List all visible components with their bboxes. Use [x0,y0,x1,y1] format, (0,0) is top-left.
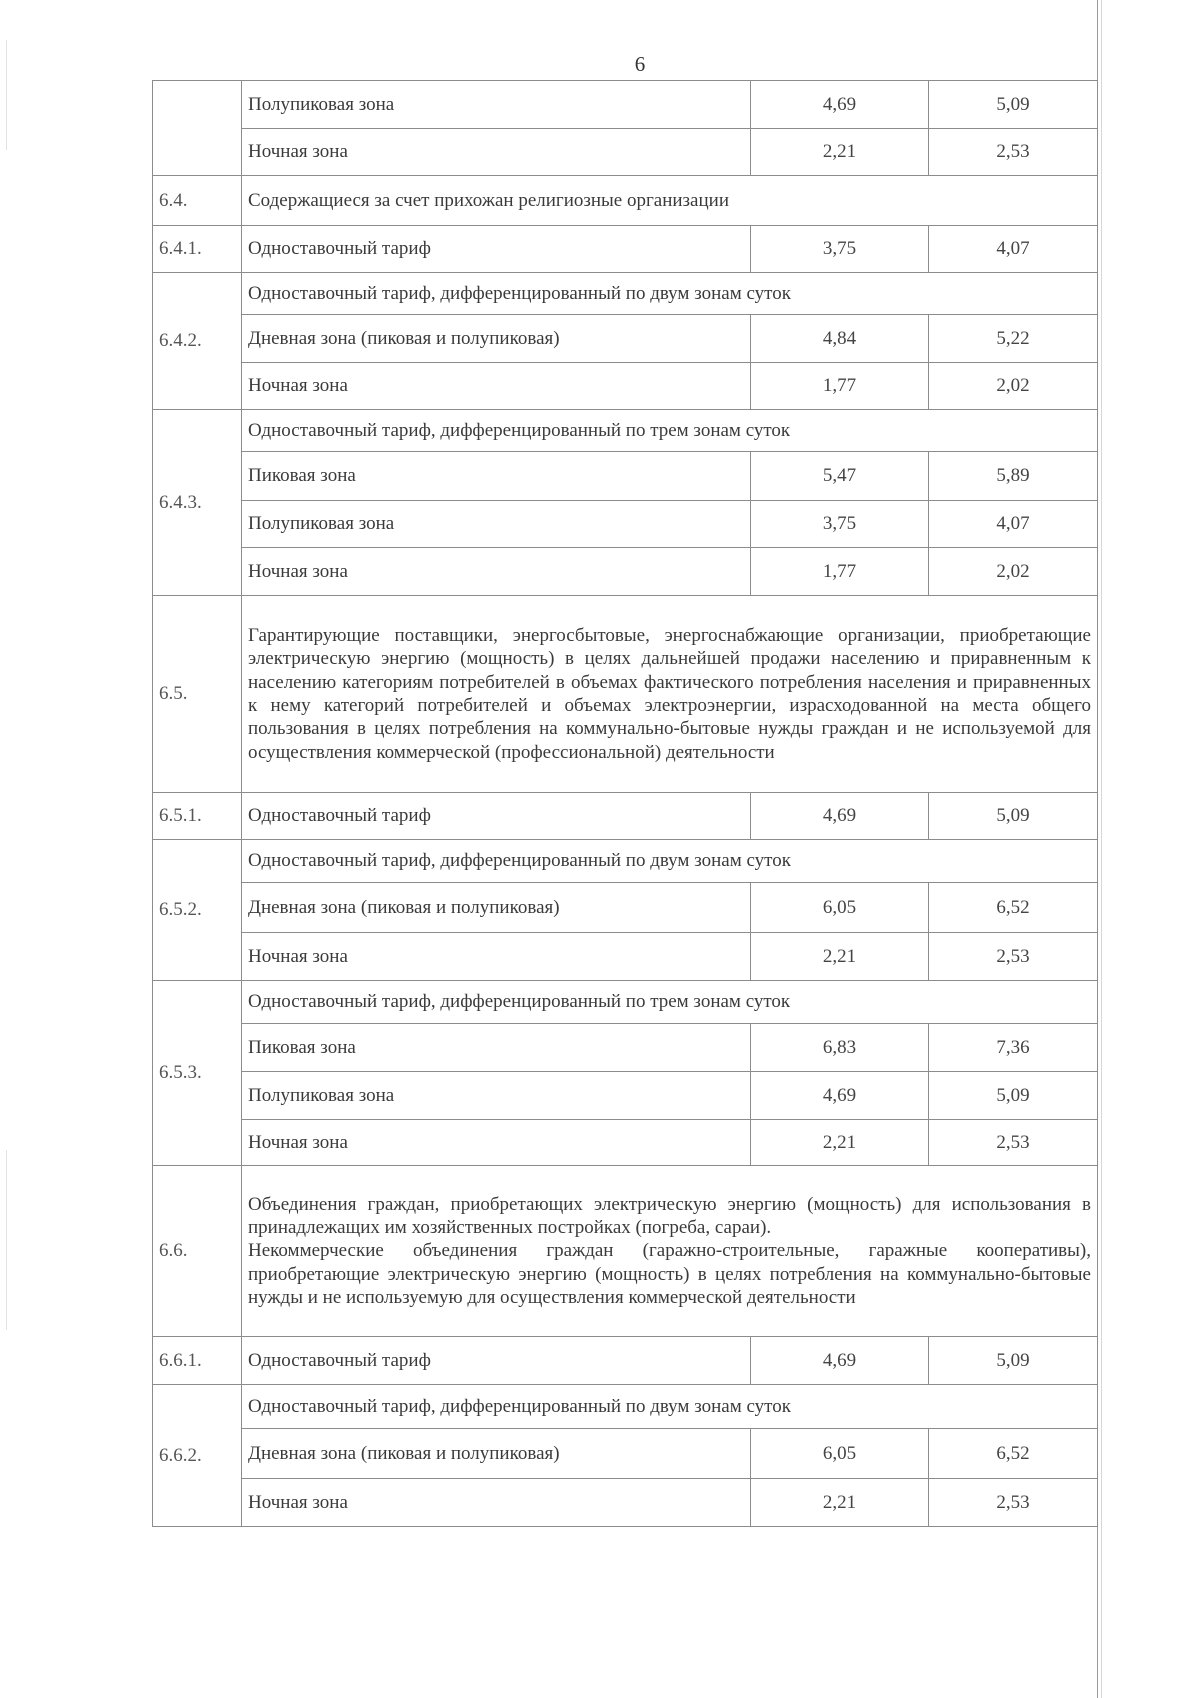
tariff-value-1: 2,21 [751,933,929,981]
tariff-value-2: 2,02 [929,548,1098,596]
tariff-value-2: 5,09 [929,793,1098,840]
description-paragraph: Некоммерческие объединения граждан (гаражно-строительные, гаражные кооперативы), приобретающие электрическую энергию (мощность) в целях потребления на коммунально-бытовые нужды и не используемую для осуществления коммерческой деятельности [248,1240,1091,1309]
row-number: 6.6. [153,1166,242,1337]
tariff-value-1: 1,77 [751,548,929,596]
row-number: 6.4.3. [153,410,242,596]
scan-right-edge-shadow [1101,0,1102,1698]
tariff-label: Дневная зона (пиковая и полупиковая) [242,315,751,363]
tariff-label: Ночная зона [242,363,751,410]
row-number: 6.5.1. [153,793,242,840]
tariff-value-2: 6,52 [929,883,1098,933]
table-row [153,1429,1098,1479]
tariff-label: Ночная зона [242,129,751,176]
tariff-label: Пиковая зона [242,1024,751,1072]
tariff-value-1: 3,75 [751,501,929,548]
tariff-label: Ночная зона [242,1479,751,1527]
table-row [153,315,1098,363]
row-number: 6.6.2. [153,1385,242,1527]
tariff-label: Дневная зона (пиковая и полупиковая) [242,1429,751,1479]
tariff-value-2: 7,36 [929,1024,1098,1072]
tariff-value-2: 5,89 [929,452,1098,501]
tariff-value-1: 6,83 [751,1024,929,1072]
tariff-value-2: 5,09 [929,1072,1098,1120]
table-row [153,548,1098,596]
tariff-label: Дневная зона (пиковая и полупиковая) [242,883,751,933]
tariff-value-2: 6,52 [929,1429,1098,1479]
table-row [153,129,1098,176]
table-row [153,1479,1098,1527]
page-number: 6 [634,52,646,76]
row-number: 6.4.1. [153,226,242,273]
tariff-label: Полупиковая зона [242,81,751,129]
tariff-value-1: 3,75 [751,226,929,273]
table-row [153,933,1098,981]
tariff-label: Полупиковая зона [242,1072,751,1120]
tariff-table [152,80,1098,1527]
tariff-value-2: 2,53 [929,1120,1098,1166]
table-row [153,81,1098,129]
tariff-value-2: 5,22 [929,315,1098,363]
section-description: Гарантирующие поставщики, энергосбытовые, энергоснабжающие организации, приобретающие электрическую энергию (мощность) в целях дальнейшей продажи населению и приравненным к населению категориям потребителей в объемах фактического потребления населения и приравненных к нему категорий потребителей и объемах электроэнергии, израсходованной на места общего пользования в целях потребления на коммунально-бытовые нужды граждан и не используемой для осуществления коммерческой (профессиональной) деятельности [242,596,1098,793]
section-description [242,1166,1098,1337]
subsection-heading: Одноставочный тариф, дифференцированный по трем зонам суток [242,981,1098,1024]
row-number: 6.4.2. [153,273,242,410]
tariff-label: Полупиковая зона [242,501,751,548]
tariff-value-2: 2,53 [929,129,1098,176]
tariff-value-2: 5,09 [929,81,1098,129]
tariff-label: Ночная зона [242,548,751,596]
table-row [153,1024,1098,1072]
table-row [153,410,1098,452]
row-number: 6.4. [153,176,242,226]
tariff-label: Ночная зона [242,933,751,981]
tariff-value-1: 4,84 [751,315,929,363]
scan-margin-mark [6,40,7,150]
tariff-value-1: 4,69 [751,1337,929,1385]
subsection-heading: Одноставочный тариф, дифференцированный по двум зонам суток [242,840,1098,883]
tariff-value-1: 6,05 [751,883,929,933]
tariff-value-1: 2,21 [751,1120,929,1166]
table-row [153,452,1098,501]
row-number-cell [153,81,242,176]
tariff-value-1: 4,69 [751,793,929,840]
table-row [153,1120,1098,1166]
table-row [153,1337,1098,1385]
table-row [153,363,1098,410]
tariff-value-1: 1,77 [751,363,929,410]
subsection-heading: Одноставочный тариф, дифференцированный по трем зонам суток [242,410,1098,452]
table-row [153,883,1098,933]
tariff-value-1: 4,69 [751,1072,929,1120]
tariff-value-1: 5,47 [751,452,929,501]
tariff-label: Пиковая зона [242,452,751,501]
subsection-heading: Одноставочный тариф, дифференцированный по двум зонам суток [242,273,1098,315]
table-row [153,176,1098,226]
tariff-value-2: 5,09 [929,1337,1098,1385]
row-number: 6.6.1. [153,1337,242,1385]
table-row [153,226,1098,273]
row-number: 6.5.3. [153,981,242,1166]
tariff-value-2: 4,07 [929,226,1098,273]
tariff-value-1: 4,69 [751,81,929,129]
table-row [153,981,1098,1024]
description-paragraph: Объединения граждан, приобретающих электрическую энергию (мощность) для использования в принадлежащих им хозяйственных постройках (погреба, сараи). [248,1193,1091,1238]
tariff-label: Ночная зона [242,1120,751,1166]
tariff-value-1: 2,21 [751,1479,929,1527]
table-row [153,501,1098,548]
tariff-value-2: 2,02 [929,363,1098,410]
tariff-value-2: 2,53 [929,933,1098,981]
table-row [153,1385,1098,1429]
row-number: 6.5. [153,596,242,793]
tariff-label: Одноставочный тариф [242,793,751,840]
section-heading: Содержащиеся за счет прихожан религиозные организации [242,176,1098,226]
table-row [153,840,1098,883]
tariff-label: Одноставочный тариф [242,226,751,273]
table-row [153,1072,1098,1120]
tariff-value-2: 2,53 [929,1479,1098,1527]
table-row [153,273,1098,315]
tariff-value-1: 6,05 [751,1429,929,1479]
scan-margin-mark [6,1150,7,1330]
table-row [153,1166,1098,1337]
tariff-value-1: 2,21 [751,129,929,176]
table-row [153,596,1098,793]
table-row [153,793,1098,840]
subsection-heading: Одноставочный тариф, дифференцированный по двум зонам суток [242,1385,1098,1429]
tariff-label: Одноставочный тариф [242,1337,751,1385]
row-number: 6.5.2. [153,840,242,981]
tariff-value-2: 4,07 [929,501,1098,548]
